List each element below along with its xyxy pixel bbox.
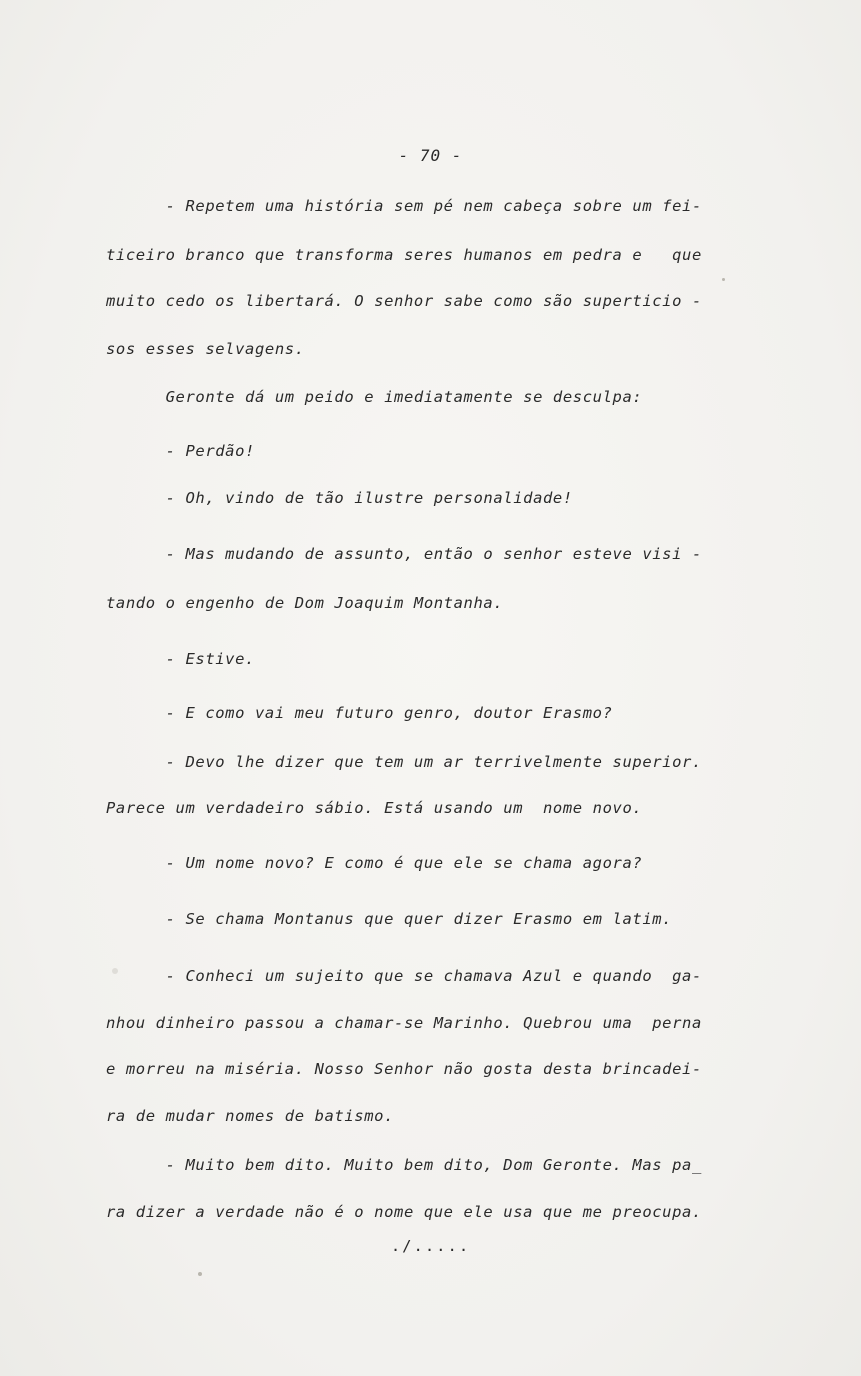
text-line: - Mas mudando de assunto, então o senhor esteve visi - <box>106 545 702 563</box>
text-line: - Estive. <box>106 650 255 668</box>
text-line: Geronte dá um peido e imediatamente se desculpa: <box>106 388 643 406</box>
continuation-mark: ./..... <box>390 1237 471 1255</box>
text-line: muito cedo os libertará. O senhor sabe como são superticio - <box>106 292 702 310</box>
text-line: - Oh, vindo de tão ilustre personalidade! <box>106 489 573 507</box>
text-line: Parece um verdadeiro sábio. Está usando um nome novo. <box>106 799 643 817</box>
text-line: tando o engenho de Dom Joaquim Montanha. <box>106 594 504 612</box>
text-line: - Se chama Montanus que quer dizer Erasmo em latim. <box>106 910 673 928</box>
paper-speck <box>722 278 725 281</box>
text-line: - Devo lhe dizer que tem um ar terrivelmente superior. <box>106 753 702 771</box>
text-line: ticeiro branco que transforma seres humanos em pedra e que <box>106 246 702 264</box>
text-line: ra dizer a verdade não é o nome que ele usa que me preocupa. <box>106 1203 702 1221</box>
text-line: - Conheci um sujeito que se chamava Azul e quando ga- <box>106 967 702 985</box>
paper-speck <box>198 1272 202 1276</box>
paper-speck <box>112 968 118 974</box>
text-line: - Repetem uma história sem pé nem cabeça sobre um fei- <box>106 197 702 215</box>
text-line: - Perdão! <box>106 442 255 460</box>
text-line: nhou dinheiro passou a chamar-se Marinho. Quebrou uma perna <box>106 1014 702 1032</box>
text-line: - E como vai meu futuro genro, doutor Erasmo? <box>106 704 613 722</box>
text-line: - Um nome novo? E como é que ele se chama agora? <box>106 854 643 872</box>
page-number: - 70 - <box>398 146 463 165</box>
text-line: ra de mudar nomes de batismo. <box>106 1107 395 1125</box>
text-line: - Muito bem dito. Muito bem dito, Dom Geronte. Mas pa_ <box>106 1156 702 1174</box>
text-line: sos esses selvagens. <box>106 340 305 358</box>
text-line: e morreu na miséria. Nosso Senhor não gosta desta brincadei- <box>106 1060 702 1078</box>
